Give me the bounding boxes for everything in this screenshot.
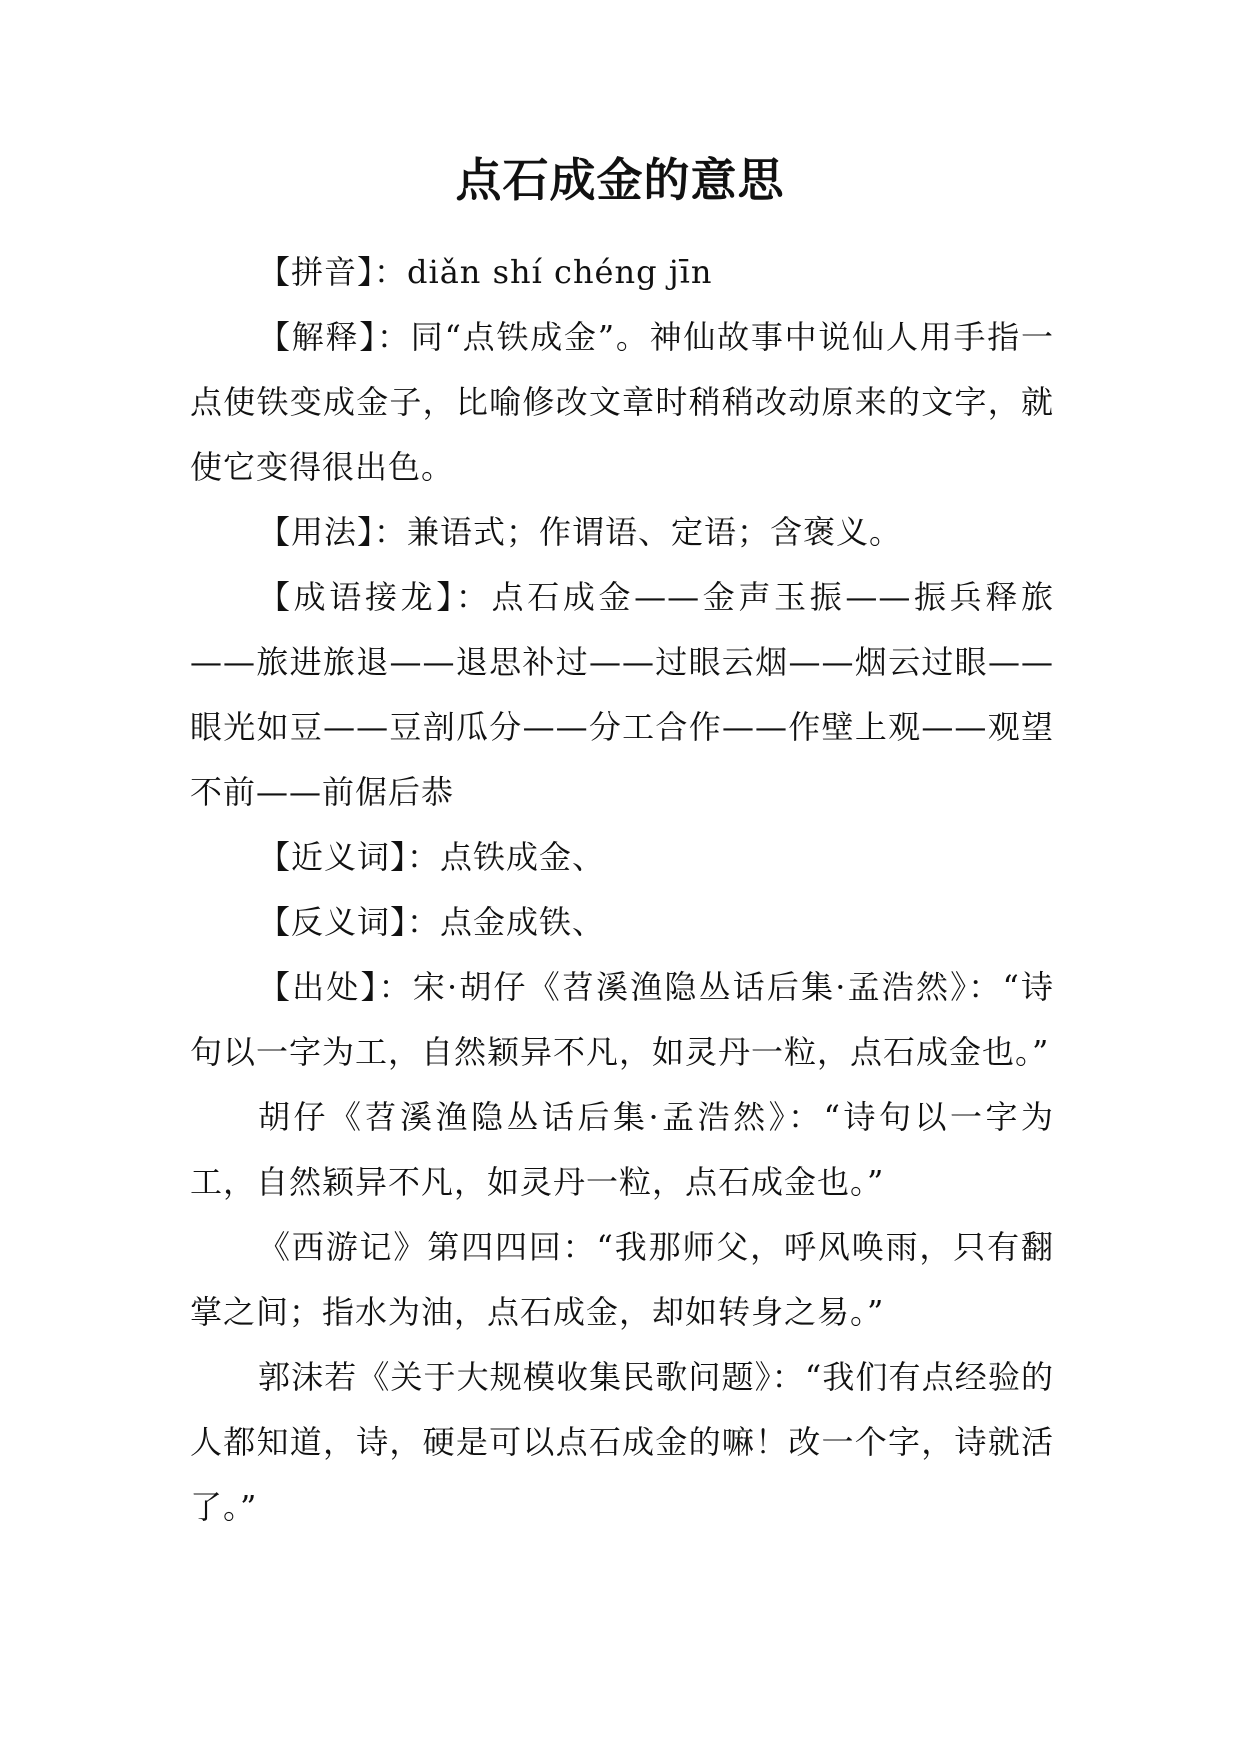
paragraph-explanation: 【解释】：同“点铁成金”。神仙故事中说仙人用手指一点使铁变成金子，比喻修改文章时稍稍改动原来的文字，就使它变得很出色。 (190, 318, 1054, 486)
page-title: 点石成金的意思 (455, 153, 785, 207)
paragraph-idiom-chain: 【成语接龙】：点石成金——金声玉振——振兵释旅——旅进旅退——退思补过——过眼云烟——烟云过眼——眼光如豆——豆剖瓜分——分工合作——作壁上观——观望不前——前倨后恭 (190, 578, 1054, 811)
paragraph-pinyin: 【拼音】：diǎn shí chéng jīn (258, 253, 713, 291)
paragraph-quote-guomoruo: 郭沫若《关于大规模收集民歌问题》：“我们有点经验的人都知道，诗，硬是可以点石成金的嘛！改一个字，诗就活了。” (190, 1358, 1054, 1526)
paragraph-source: 【出处】：宋·胡仔《苕溪渔隐丛话后集·孟浩然》：“诗句以一字为工，自然颖异不凡，如灵丹一粒，点石成金也。” (190, 968, 1054, 1071)
paragraph-synonyms: 【近义词】：点铁成金、 (258, 838, 606, 876)
document-body (190, 240, 1054, 1540)
paragraph-quote-xiyouji: 《西游记》第四四回：“我那师父，呼风唤雨，只有翻掌之间；指水为油，点石成金，却如转身之易。” (190, 1228, 1054, 1331)
paragraph-quote-huzai: 胡仔《苕溪渔隐丛话后集·孟浩然》：“诗句以一字为工，自然颖异不凡，如灵丹一粒，点石成金也。” (190, 1098, 1054, 1201)
paragraph-usage: 【用法】：兼语式；作谓语、定语；含褒义。 (258, 513, 903, 551)
paragraph-antonyms: 【反义词】：点金成铁、 (258, 903, 606, 941)
